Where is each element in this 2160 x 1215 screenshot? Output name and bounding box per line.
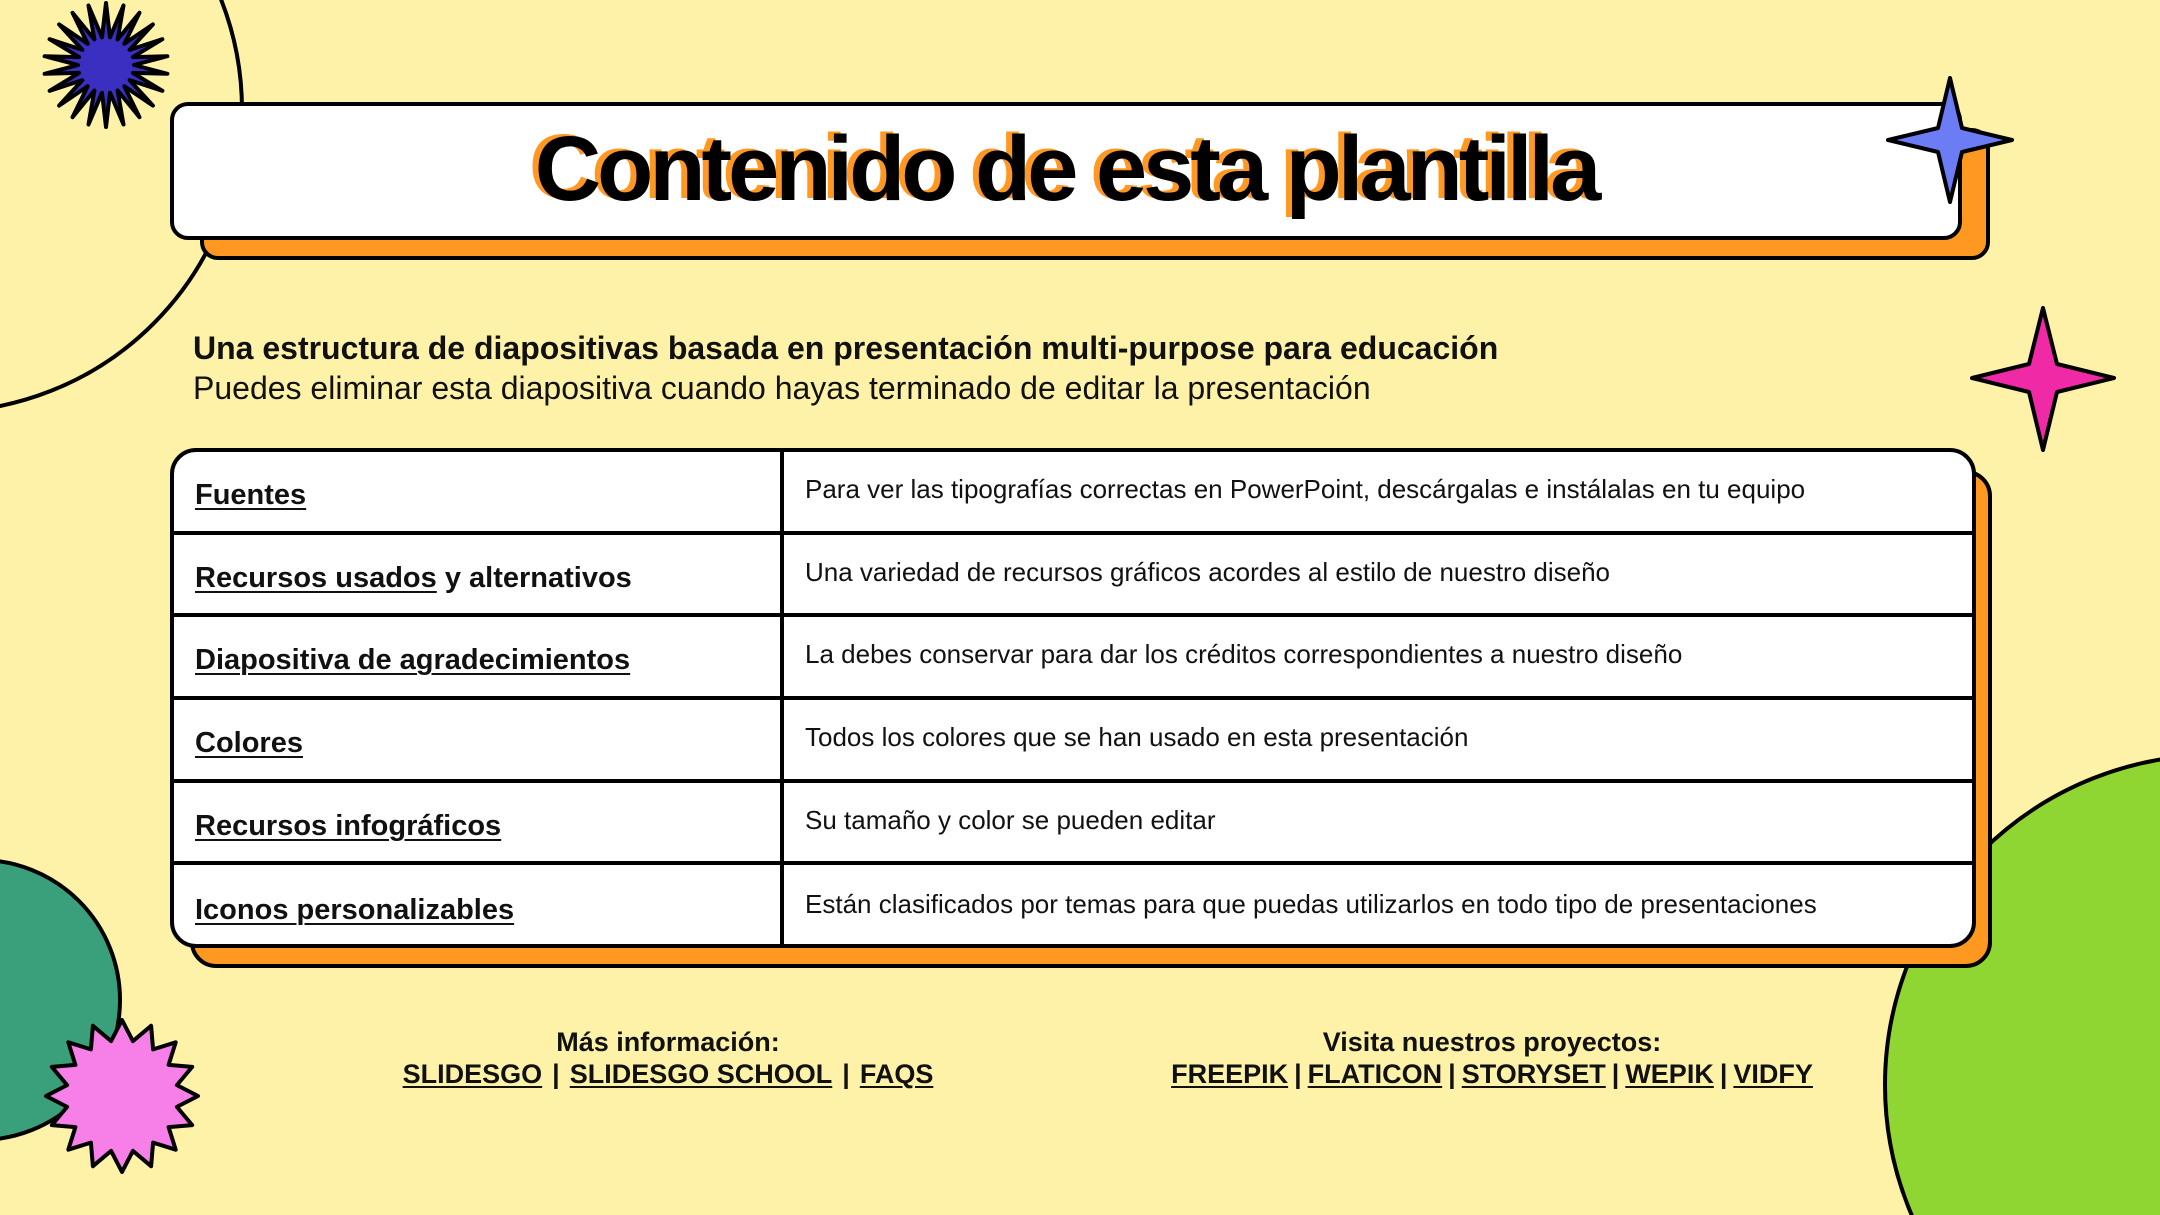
- table-row: [174, 700, 1972, 783]
- subtitle-note: Puedes eliminar esta diapositiva cuando hayas terminado de editar la presentación: [193, 370, 1371, 406]
- row-description: La debes conservar para dar los créditos correspondientes a nuestro diseño: [805, 639, 1683, 670]
- faqs-link[interactable]: FAQS: [859, 1059, 934, 1089]
- footer-label: Visita nuestros proyectos:: [1322, 1027, 1662, 1057]
- row-label: [174, 452, 784, 531]
- row-label: [174, 617, 784, 696]
- footer-projects: [1142, 1026, 1842, 1090]
- content-table: [170, 448, 1976, 948]
- footer-label: Más información:: [556, 1027, 780, 1057]
- page-title: Contenido de esta plantilla: [534, 117, 1598, 220]
- row-label: [174, 700, 784, 779]
- table-row: [174, 617, 1972, 700]
- wepik-link[interactable]: WEPIK: [1625, 1059, 1714, 1089]
- table-row: [174, 452, 1972, 535]
- row-description: Una variedad de recursos gráficos acordes al estilo de nuestro diseño: [805, 556, 1611, 587]
- fonts-link[interactable]: Fuentes: [195, 478, 307, 511]
- custom-icons-link[interactable]: Iconos personalizables: [195, 894, 515, 927]
- vidfy-link[interactable]: VIDFY: [1733, 1059, 1813, 1089]
- infographic-resources-link[interactable]: Recursos infográficos: [195, 809, 502, 842]
- row-label: [174, 865, 784, 948]
- row-description: Todos los colores que se han usado en esta presentación: [805, 721, 1469, 752]
- table-row: [174, 783, 1972, 866]
- row-description: Su tamaño y color se pueden editar: [805, 804, 1216, 835]
- colors-link[interactable]: Colores: [195, 726, 303, 759]
- magenta-sparkle-decoration: [1972, 308, 2114, 450]
- row-description: Para ver las tipografías correctas en PowerPoint, descárgalas e instálalas en tu equipo: [805, 473, 1806, 504]
- footer-links: FREEPIK | FLATICON | STORYSET | WEPIK | VIDFY: [1171, 1059, 1813, 1089]
- table-row: [174, 535, 1972, 618]
- footer-links: SLIDESGO | SLIDESGO SCHOOL | FAQS: [402, 1059, 934, 1089]
- subtitle: Una estructura de diapositivas basada en presentación multi-purpose para educación: [193, 330, 1499, 366]
- flaticon-link[interactable]: FLATICON: [1307, 1059, 1443, 1089]
- slidesgo-school-link[interactable]: SLIDESGO SCHOOL: [569, 1059, 833, 1089]
- slidesgo-link[interactable]: SLIDESGO: [402, 1059, 543, 1089]
- storyset-link[interactable]: STORYSET: [1461, 1059, 1606, 1089]
- footer-more-info: [368, 1026, 968, 1090]
- row-label: Recursos usados y alternativos: [174, 535, 784, 614]
- resources-link[interactable]: Recursos usados: [195, 561, 437, 594]
- row-description: Están clasificados por temas para que puedas utilizarlos en todo tipo de presentaciones: [805, 889, 1817, 920]
- blue-sparkle-decoration: [1888, 78, 2012, 202]
- thanks-slide-link[interactable]: Diapositiva de agradecimientos: [195, 644, 631, 677]
- freepik-link[interactable]: FREEPIK: [1171, 1059, 1289, 1089]
- table-row: [174, 865, 1972, 948]
- row-label: [174, 783, 784, 862]
